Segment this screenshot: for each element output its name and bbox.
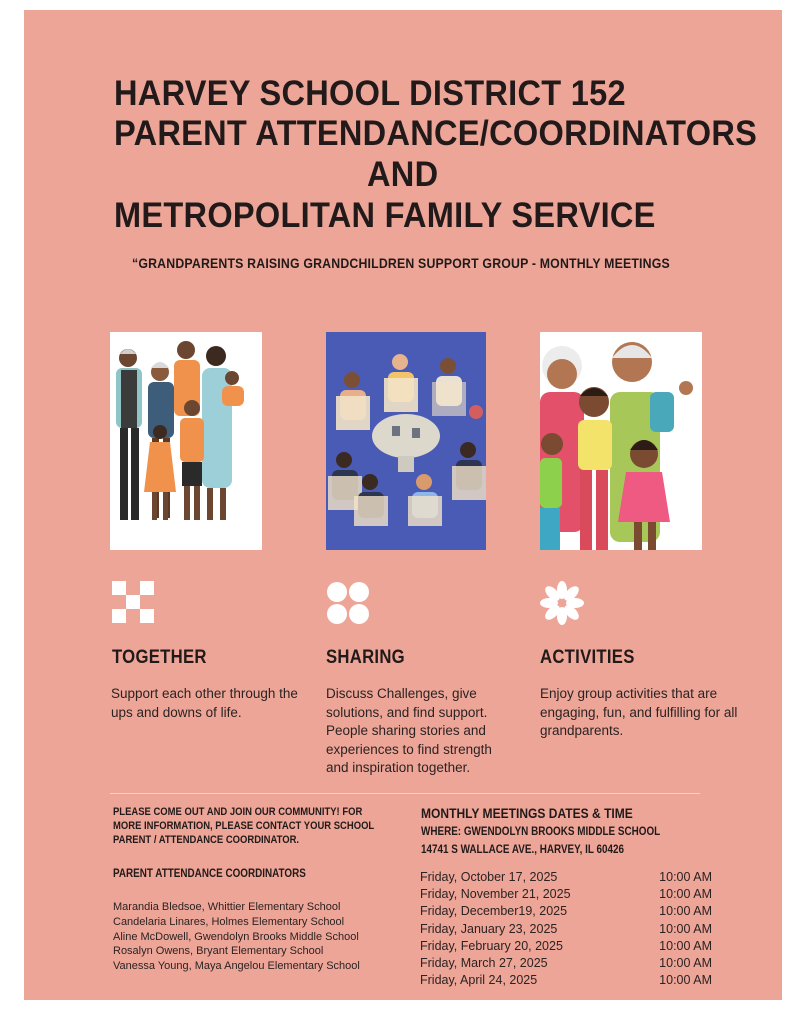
meeting-schedule [420,869,720,989]
schedule-row [420,903,720,920]
title-line-1: HARVEY SCHOOL DISTRICT 152 [114,74,626,113]
coordinator-item: Rosalyn Owens, Bryant Elementary School [113,945,324,958]
meeting-date: Friday, April 24, 2025 [420,973,538,988]
schedule-row [420,955,720,972]
grandparents-kids-illustration [540,332,702,550]
feature-body-sharing: Discuss Challenges, give solutions, and find support. People sharing stories and experiences to find strength and inspiration together. [326,686,492,776]
meeting-date: Friday, February 20, 2025 [420,938,563,953]
coordinator-item: Candelaria Linares, Holmes Elementary School [113,915,345,928]
coordinator-item: Marandia Bledsoe, Whittier Elementary School [113,901,341,913]
join-invitation: PLEASE COME OUT AND JOIN OUR COMMUNITY! FOR MORE INFORMATION, PLEASE CONTACT YOUR SCHOOL PARENT / ATTENDANCE COORDINATOR. [113,806,375,846]
meeting-date: Friday, January 23, 2025 [420,921,558,936]
coordinators-heading: PARENT ATTENDANCE COORDINATORS [113,868,306,880]
support-circle-illustration [326,332,486,550]
meeting-location: WHERE: GWENDOLYN BROOKS MIDDLE SCHOOL [421,826,661,838]
meeting-time: 10:00 AM [659,887,712,902]
meeting-date: Friday, November 21, 2025 [420,887,571,902]
meeting-address: 14741 S WALLACE AVE., HARVEY, IL 60426 [421,844,625,856]
meeting-date: Friday, October 17, 2025 [420,870,558,884]
four-circles-icon [326,581,370,630]
feature-title-together: TOGETHER [112,647,207,668]
coordinator-item: Aline McDowell, Gwendolyn Brooks Middle School [113,930,359,943]
flower-icon [540,581,584,630]
checker-icon [112,581,156,630]
meetings-heading: MONTHLY MEETINGS DATES & TIME [421,805,633,821]
meeting-time: 10:00 AM [659,870,712,884]
subtitle: “GRANDPARENTS RAISING GRANDCHILDREN SUPPORT GROUP - MONTHLY MEETINGS [132,255,670,271]
meeting-date: Friday, March 27, 2025 [420,955,548,970]
feature-body-together: Support each other through the ups and downs of life. [111,686,298,720]
schedule-row [420,921,720,938]
meeting-time: 10:00 AM [659,955,712,970]
meeting-date: Friday, December19, 2025 [420,904,568,919]
meeting-time: 10:00 AM [659,938,712,953]
coordinator-item: Vanessa Young, Maya Angelou Elementary School [113,960,360,973]
coordinators-list [113,900,360,974]
schedule-row [420,886,720,903]
family-illustration [110,332,262,550]
divider [110,793,700,794]
schedule-row [420,972,720,989]
feature-body-activities: Enjoy group activities that are engaging, fun, and fulfilling for all grandparents. [540,686,738,739]
title-line-4: METROPOLITAN FAMILY SERVICE [114,196,656,235]
meeting-time: 10:00 AM [659,973,712,988]
flyer [24,10,782,1000]
schedule-row [420,938,720,955]
schedule-row [420,869,720,886]
title-line-3: AND [367,155,439,194]
meeting-time: 10:00 AM [659,904,712,919]
feature-title-activities: ACTIVITIES [540,647,635,668]
meeting-time: 10:00 AM [659,921,712,936]
title-line-2: PARENT ATTENDANCE/COORDINATORS [114,114,758,153]
feature-title-sharing: SHARING [326,647,405,668]
